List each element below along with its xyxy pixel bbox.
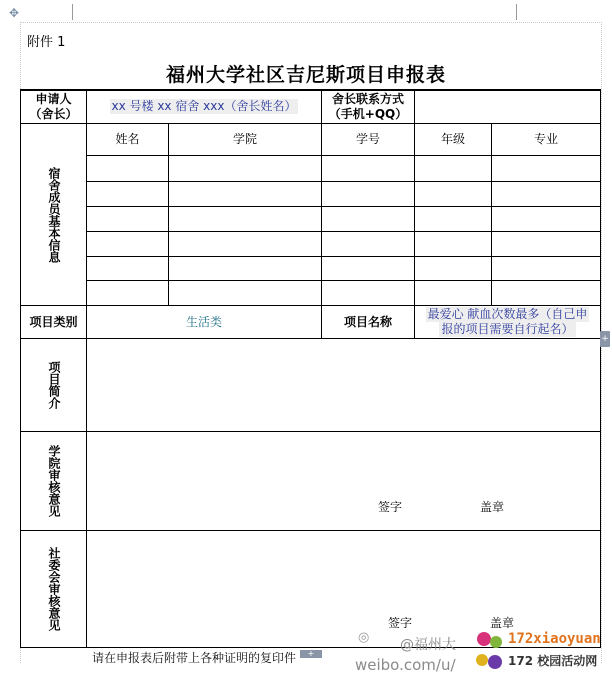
community-sign-label: 签字	[388, 616, 413, 630]
attachment-label: 附件 1	[27, 35, 66, 50]
member-cell[interactable]	[492, 156, 600, 181]
member-cell[interactable]	[322, 257, 414, 280]
community-seal-label: 盖章	[490, 616, 515, 630]
row-insert-handle-icon[interactable]: +	[600, 331, 610, 347]
member-cell[interactable]	[415, 232, 491, 256]
member-cell[interactable]	[492, 207, 600, 231]
member-cell[interactable]	[322, 281, 414, 305]
weibo-url: weibo.com/u/	[355, 656, 456, 674]
intro-label-cell	[21, 339, 86, 431]
member-cell[interactable]	[492, 257, 600, 280]
member-cell[interactable]	[169, 257, 321, 280]
site-cn-name: 172 校园活动网	[508, 654, 598, 668]
column-header-college: 学院	[232, 132, 257, 146]
contact-value-cell[interactable]	[415, 90, 600, 123]
page-corner-mark	[72, 4, 73, 20]
member-cell[interactable]	[169, 232, 321, 256]
member-cell[interactable]	[169, 182, 321, 206]
contact-label-line1: 舍长联系方式	[331, 91, 404, 106]
member-cell[interactable]	[415, 182, 491, 206]
weibo-logo-icon: ◎	[358, 630, 370, 645]
member-cell[interactable]	[169, 281, 321, 305]
weibo-handle: @福州大	[400, 637, 456, 653]
member-cell[interactable]	[415, 257, 491, 280]
contact-label-cell	[322, 90, 414, 123]
column-header-major: 专业	[533, 132, 558, 146]
college-sign-label: 签字	[378, 500, 403, 514]
college-review-area[interactable]	[87, 432, 600, 530]
project-category-value[interactable]: 生活类	[185, 314, 222, 329]
member-cell[interactable]	[322, 207, 414, 231]
member-cell[interactable]	[492, 281, 600, 305]
member-cell[interactable]	[415, 207, 491, 231]
table-border-bottom	[20, 647, 601, 648]
members-section-label-cell	[21, 124, 86, 305]
project-category-label: 项目类别	[29, 314, 78, 329]
footer-note: 请在申报表后附带上各种证明的复印件	[92, 651, 297, 665]
applicant-label-line2: （舍长）	[29, 106, 78, 121]
college-seal-label: 盖章	[480, 500, 505, 514]
members-section-label: 宿舍成员基本信息	[47, 166, 61, 263]
applicant-value: xx 号楼 xx 宿舍 xxx（舍长姓名）	[111, 99, 297, 113]
form-title: 福州大学社区吉尼斯项目申报表	[165, 64, 446, 86]
column-header-name: 姓名	[115, 132, 140, 146]
intro-label: 项目简介	[47, 361, 61, 409]
project-name-line2: 报的项目需要自行起名）	[441, 322, 574, 336]
member-cell[interactable]	[415, 281, 491, 305]
applicant-label-line1: 申请人	[35, 91, 72, 106]
member-cell[interactable]	[87, 182, 168, 206]
column-header-grade: 年级	[440, 132, 465, 146]
page-corner-mark	[516, 4, 517, 20]
intro-value[interactable]	[87, 339, 600, 431]
member-cell[interactable]	[169, 156, 321, 181]
table-border-right	[600, 89, 601, 648]
community-review-label: 社委会审核意见	[47, 547, 61, 631]
member-cell[interactable]	[492, 232, 600, 256]
project-name-line1: 最爱心 献血次数最多（自己申	[427, 307, 588, 321]
member-cell[interactable]	[87, 232, 168, 256]
member-cell[interactable]	[87, 156, 168, 181]
community-review-label-cell	[21, 531, 86, 647]
member-cell[interactable]	[87, 281, 168, 305]
contact-label-line2: （手机+QQ）	[328, 106, 408, 121]
member-cell[interactable]	[322, 182, 414, 206]
member-cell[interactable]	[492, 182, 600, 206]
project-name-value[interactable]	[415, 306, 600, 338]
column-header-student-id: 学号	[355, 132, 380, 146]
member-cell[interactable]	[87, 207, 168, 231]
member-cell[interactable]	[322, 156, 414, 181]
college-review-label: 学院审核意见	[47, 445, 61, 517]
site-name: 172xiaoyuan	[508, 631, 601, 647]
member-cell[interactable]	[322, 232, 414, 256]
member-cell[interactable]	[169, 207, 321, 231]
applicant-label-cell	[21, 90, 86, 123]
row-insert-handle-icon[interactable]: +	[300, 650, 322, 658]
site-logo-icon	[474, 630, 506, 674]
applicant-value-cell[interactable]	[87, 90, 321, 123]
college-review-label-cell	[21, 432, 86, 530]
member-cell[interactable]	[87, 257, 168, 280]
table-move-handle-icon[interactable]: ✥	[8, 6, 20, 20]
community-review-area[interactable]	[87, 531, 600, 647]
member-cell[interactable]	[415, 156, 491, 181]
project-name-label: 项目名称	[343, 314, 392, 329]
